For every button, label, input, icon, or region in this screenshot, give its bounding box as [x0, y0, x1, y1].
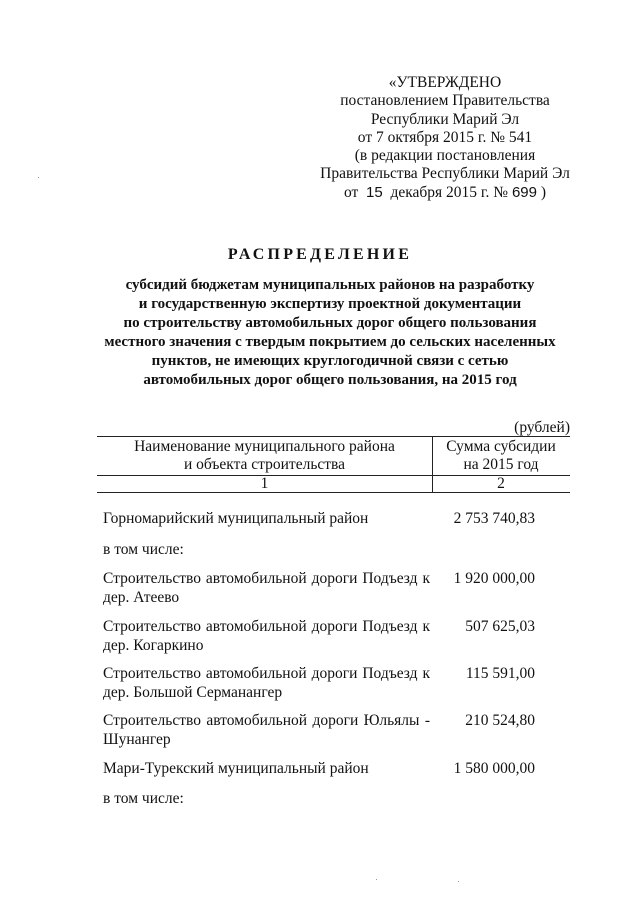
- column-number-2: 2: [497, 475, 505, 492]
- column-header-name: [97, 438, 432, 474]
- subtitle-line: субсидий бюджетам муниципальных районов на разработку: [125, 277, 535, 293]
- amendment-close: ): [540, 183, 547, 201]
- table-row-amount: 1 920 000,00: [453, 570, 535, 587]
- table-row-name: Строительство автомобильной дороги Подъезд к дер. Когаркино: [103, 618, 430, 654]
- amendment-number: 699: [511, 183, 537, 201]
- amendment-month-year: декабря 2015 г. №: [390, 183, 509, 201]
- column-header-line: Сумма субсидии: [446, 438, 556, 455]
- column-header-line: и объекта строительства: [183, 456, 346, 473]
- table-top-border: [97, 436, 570, 437]
- table-row-name: в том числе:: [103, 790, 184, 807]
- table-row-name: Мари-Турекский муниципальный район: [103, 760, 369, 777]
- amendment-day: 15: [366, 183, 383, 201]
- approval-line: от 7 октября 2015 г. № 541: [357, 128, 533, 146]
- table-row-name: Горномарийский муниципальный район: [103, 510, 369, 527]
- table-row-amount: 115 591,00: [465, 665, 535, 682]
- column-number-1: 1: [260, 475, 269, 492]
- document-title: РАСПРЕДЕЛЕНИЕ: [227, 246, 413, 263]
- approval-block: [300, 74, 590, 202]
- table-row-amount: 1 580 000,00: [453, 760, 535, 777]
- approval-line: Республики Марий Эл: [370, 110, 520, 128]
- subtitle-line: пунктов, не имеющих круглогодичной связи с сетью: [151, 353, 509, 369]
- table-row-name: в том числе:: [103, 541, 184, 558]
- scan-speck: [38, 177, 39, 178]
- currency-unit: (рублей): [514, 419, 570, 436]
- amendment-prefix: от: [343, 183, 359, 201]
- approval-line: (в редакции постановления: [354, 147, 536, 165]
- table-row-amount: 2 753 740,83: [453, 510, 535, 527]
- approval-line: Правительства Республики Марий Эл: [320, 165, 570, 183]
- document-subtitle: [90, 276, 570, 390]
- subtitle-line: автомобильных дорог общего пользования, на 2015 год: [143, 372, 517, 388]
- approval-line: постановлением Правительства: [340, 92, 550, 110]
- column-header-line: на 2015 год: [463, 456, 539, 473]
- scan-speck: [376, 879, 377, 880]
- approval-line: «УТВЕРЖДЕНО: [388, 74, 502, 91]
- table-row-amount: 507 625,03: [465, 618, 535, 635]
- table-row-name: Строительство автомобильной дороги Подъезд к дер. Большой Серманангер: [103, 665, 430, 701]
- column-header-amount: [432, 438, 570, 474]
- table-row-name: Строительство автомобильной дороги Юльялы - Шунангер: [103, 712, 430, 748]
- amendment-line: [300, 184, 590, 202]
- table-row-amount: 210 524,80: [465, 712, 535, 729]
- column-header-line: Наименование муниципального района: [134, 438, 395, 455]
- subtitle-line: местного значения с твердым покрытием до сельских населенных: [104, 334, 556, 350]
- subtitle-line: по строительству автомобильных дорог общего пользования: [123, 315, 537, 331]
- table-row-name: Строительство автомобильной дороги Подъезд к дер. Атеево: [103, 570, 430, 606]
- subtitle-line: и государственную экспертизу проектной документации: [138, 296, 522, 312]
- scan-speck: [458, 881, 459, 882]
